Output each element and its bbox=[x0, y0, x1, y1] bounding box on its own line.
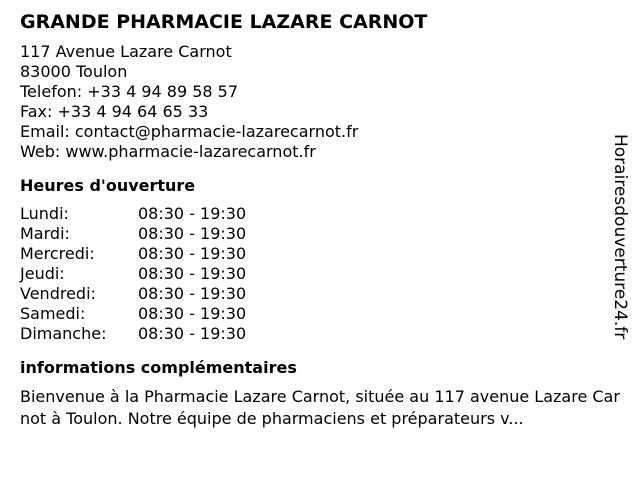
time-range: 08:30 - 19:30 bbox=[138, 324, 247, 343]
time-range: 08:30 - 19:30 bbox=[138, 264, 247, 283]
email-line: Email: contact@pharmacie-lazarecarnot.fr bbox=[20, 122, 359, 141]
info-heading: informations complémentaires bbox=[20, 358, 297, 377]
contact-block bbox=[20, 42, 620, 162]
site-watermark: Horairesdouverture24.fr bbox=[610, 134, 630, 340]
hours-row-vendredi bbox=[20, 284, 620, 304]
address-line-1: 117 Avenue Lazare Carnot bbox=[20, 42, 232, 61]
time-range: 08:30 - 19:30 bbox=[138, 244, 247, 263]
info-description: Bienvenue à la Pharmacie Lazare Carnot, située au 117 avenue Lazare Carnot à Toulon. Notre équipe de pharmaciens et préparateurs v... bbox=[20, 387, 620, 428]
address-line-2: 83000 Toulon bbox=[20, 62, 128, 81]
hours-row-mercredi bbox=[20, 244, 620, 264]
day-label: Lundi: bbox=[20, 204, 69, 223]
day-label: Mardi: bbox=[20, 224, 70, 243]
hours-row-lundi bbox=[20, 204, 620, 224]
time-range: 08:30 - 19:30 bbox=[138, 204, 247, 223]
hours-row-mardi bbox=[20, 224, 620, 244]
day-label: Mercredi: bbox=[20, 244, 95, 263]
hours-row-jeudi bbox=[20, 264, 620, 284]
hours-row-dimanche bbox=[20, 324, 620, 344]
day-label: Vendredi: bbox=[20, 284, 96, 303]
hours-row-samedi bbox=[20, 304, 620, 324]
day-label: Dimanche: bbox=[20, 324, 107, 343]
fax-line: Fax: +33 4 94 64 65 33 bbox=[20, 102, 209, 121]
phone-line: Telefon: +33 4 94 89 58 57 bbox=[20, 82, 239, 101]
pharmacy-card bbox=[20, 10, 620, 430]
day-label: Jeudi: bbox=[20, 264, 65, 283]
time-range: 08:30 - 19:30 bbox=[138, 224, 247, 243]
pharmacy-name: GRANDE PHARMACIE LAZARE CARNOT bbox=[20, 11, 428, 33]
hours-table bbox=[20, 204, 620, 344]
day-label: Samedi: bbox=[20, 304, 86, 323]
time-range: 08:30 - 19:30 bbox=[138, 284, 247, 303]
web-line: Web: www.pharmacie-lazarecarnot.fr bbox=[20, 142, 316, 161]
hours-heading: Heures d'ouverture bbox=[20, 176, 196, 195]
time-range: 08:30 - 19:30 bbox=[138, 304, 247, 323]
